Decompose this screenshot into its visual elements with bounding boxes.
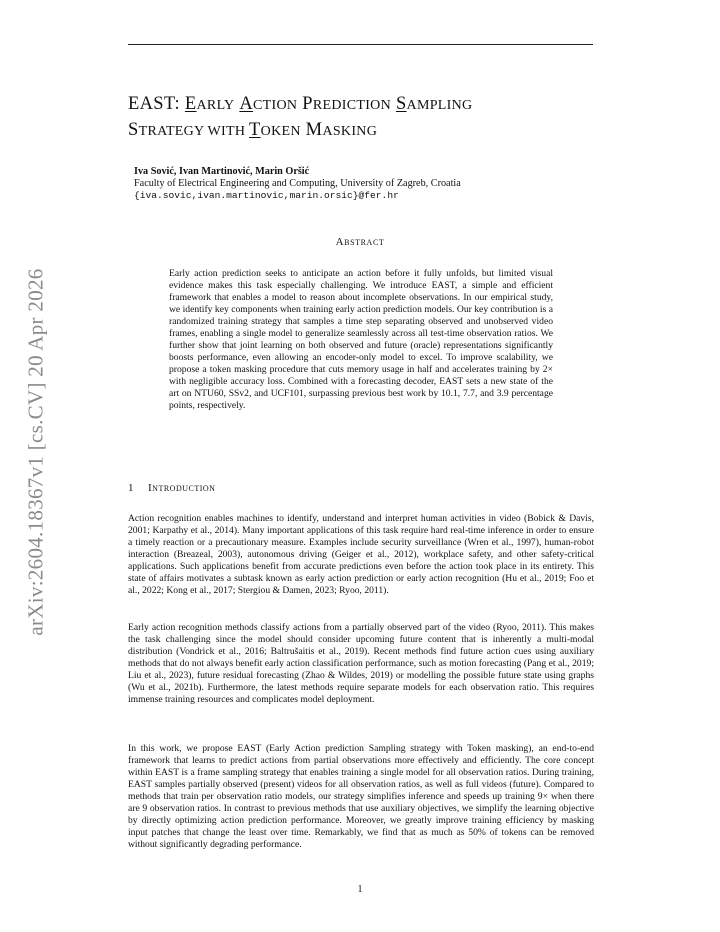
abstract-text: Early action prediction seeks to anticipate an action before it fully unfolds, but limited visual evidence makes this task especially challenging. We introduce EAST, a simple and efficient framework that enables a model to reason about incomplete observations. In our empirical study, we identify key components when training early action prediction models. Our key contribution is a randomized training strategy that samples a time step separating observed and unobserved video frames, enabling a single model to generalize seamlessly across all test-time observation ratios. We further show that joint learning on both observed and future (oracle) representations significantly boosts performance, even allowing an encoder-only model to excel. To improve scalability, we propose a token masking procedure that cuts memory usage in half and accelerates training by 2× with negligible accuracy loss. Combined with a forecasting decoder, EAST sets a new state of the art on NTU60, SSv2, and UCF101, surpassing previous best work by 10.1, 7.7, and 3.9 percentage points, respectively. — [169, 268, 553, 411]
abstract-heading: Abstract — [335, 236, 385, 248]
author-list: Iva Sović, Ivan Martinović, Marin Oršić — [134, 166, 310, 177]
paper-title — [128, 92, 598, 144]
title-line-1: EAST: EARLY ACTION PREDICTION SAMPLING — [128, 94, 473, 114]
intro-paragraph-2: Early action recognition methods classify actions from a partially observed part of the video (Ryoo, 2011). This makes the task challenging since the model should consider upcoming future content that is inherently a multi-modal distribution (Vondrick et al., 2016; Baltrušaitis et al., 2019). Recent methods find future action cues using auxiliary methods that do not always benefit early action classification performance, such as motion forecasting (Pang et al., 2019; Liu et al., 2023), future residual forecasting (Zhao & Wildes, 2019) or modelling the possible future state using graphs (Wu et al., 2021b). Furthermore, the latest methods require separate models for each observation ratio. This requires immense training resources and complicates model deployment. — [128, 622, 594, 705]
intro-paragraph-3: In this work, we propose EAST (Early Action prediction Sampling strategy with Token masking), an end-to-end framework that learns to predict actions from partial observations more effectively and efficiently. The core concept within EAST is a frame sampling strategy that enables training a single model for all observation ratios. During training, EAST samples partially observed (present) videos for all observation ratios, as well as full videos (future). Compared to methods that train per observation ratio models, our strategy simplifies inference and speeds up training 9× when there are 9 observation ratios. In contrast to previous methods that use auxiliary objectives, we simplify the learning objective by directly optimizing action prediction performance. Moreover, we greatly improve training efficiency by masking input patches that change the least over time. Remarkably, we find that as much as 50% of tokens can be removed without significantly degrading performance. — [128, 743, 594, 850]
intro-paragraph-1: Action recognition enables machines to identify, understand and interpret human activities in video (Bobick & Davis, 2001; Karpathy et al., 2014). Many important applications of this task require hard real-time inference in order to ensure a timely reaction or a precautionary measure. Examples include security surveillance (Wren et al., 1997), human-robot interaction (Breazeal, 2003), autonomous driving (Geiger et al., 2012), workplace safety, and other safety-critical applications. Such applications benefit from accurate predictions even before the action took place in its entirety. This state of affairs motivates a subtask known as early action prediction or early action recognition (Hu et al., 2019; Foo et al., 2022; Kong et al., 2017; Stergiou & Damen, 2023; Ryoo, 2011). — [128, 513, 594, 596]
header-rule — [128, 44, 593, 45]
section-title: Introduction — [148, 482, 216, 494]
author-emails: {iva.sovic,ivan.martinovic,marin.orsic}@fer.hr — [134, 190, 399, 201]
page-number: 1 — [357, 884, 363, 895]
arxiv-stamp: arXiv:2604.18367v1 [cs.CV] 20 Apr 2026 — [23, 268, 48, 636]
title-line-2: STRATEGY WITH TOKEN MASKING — [128, 120, 378, 140]
section-heading — [128, 482, 215, 494]
section-number: 1 — [128, 482, 134, 494]
affiliation: Faculty of Electrical Engineering and Computing, University of Zagreb, Croatia — [134, 178, 461, 189]
